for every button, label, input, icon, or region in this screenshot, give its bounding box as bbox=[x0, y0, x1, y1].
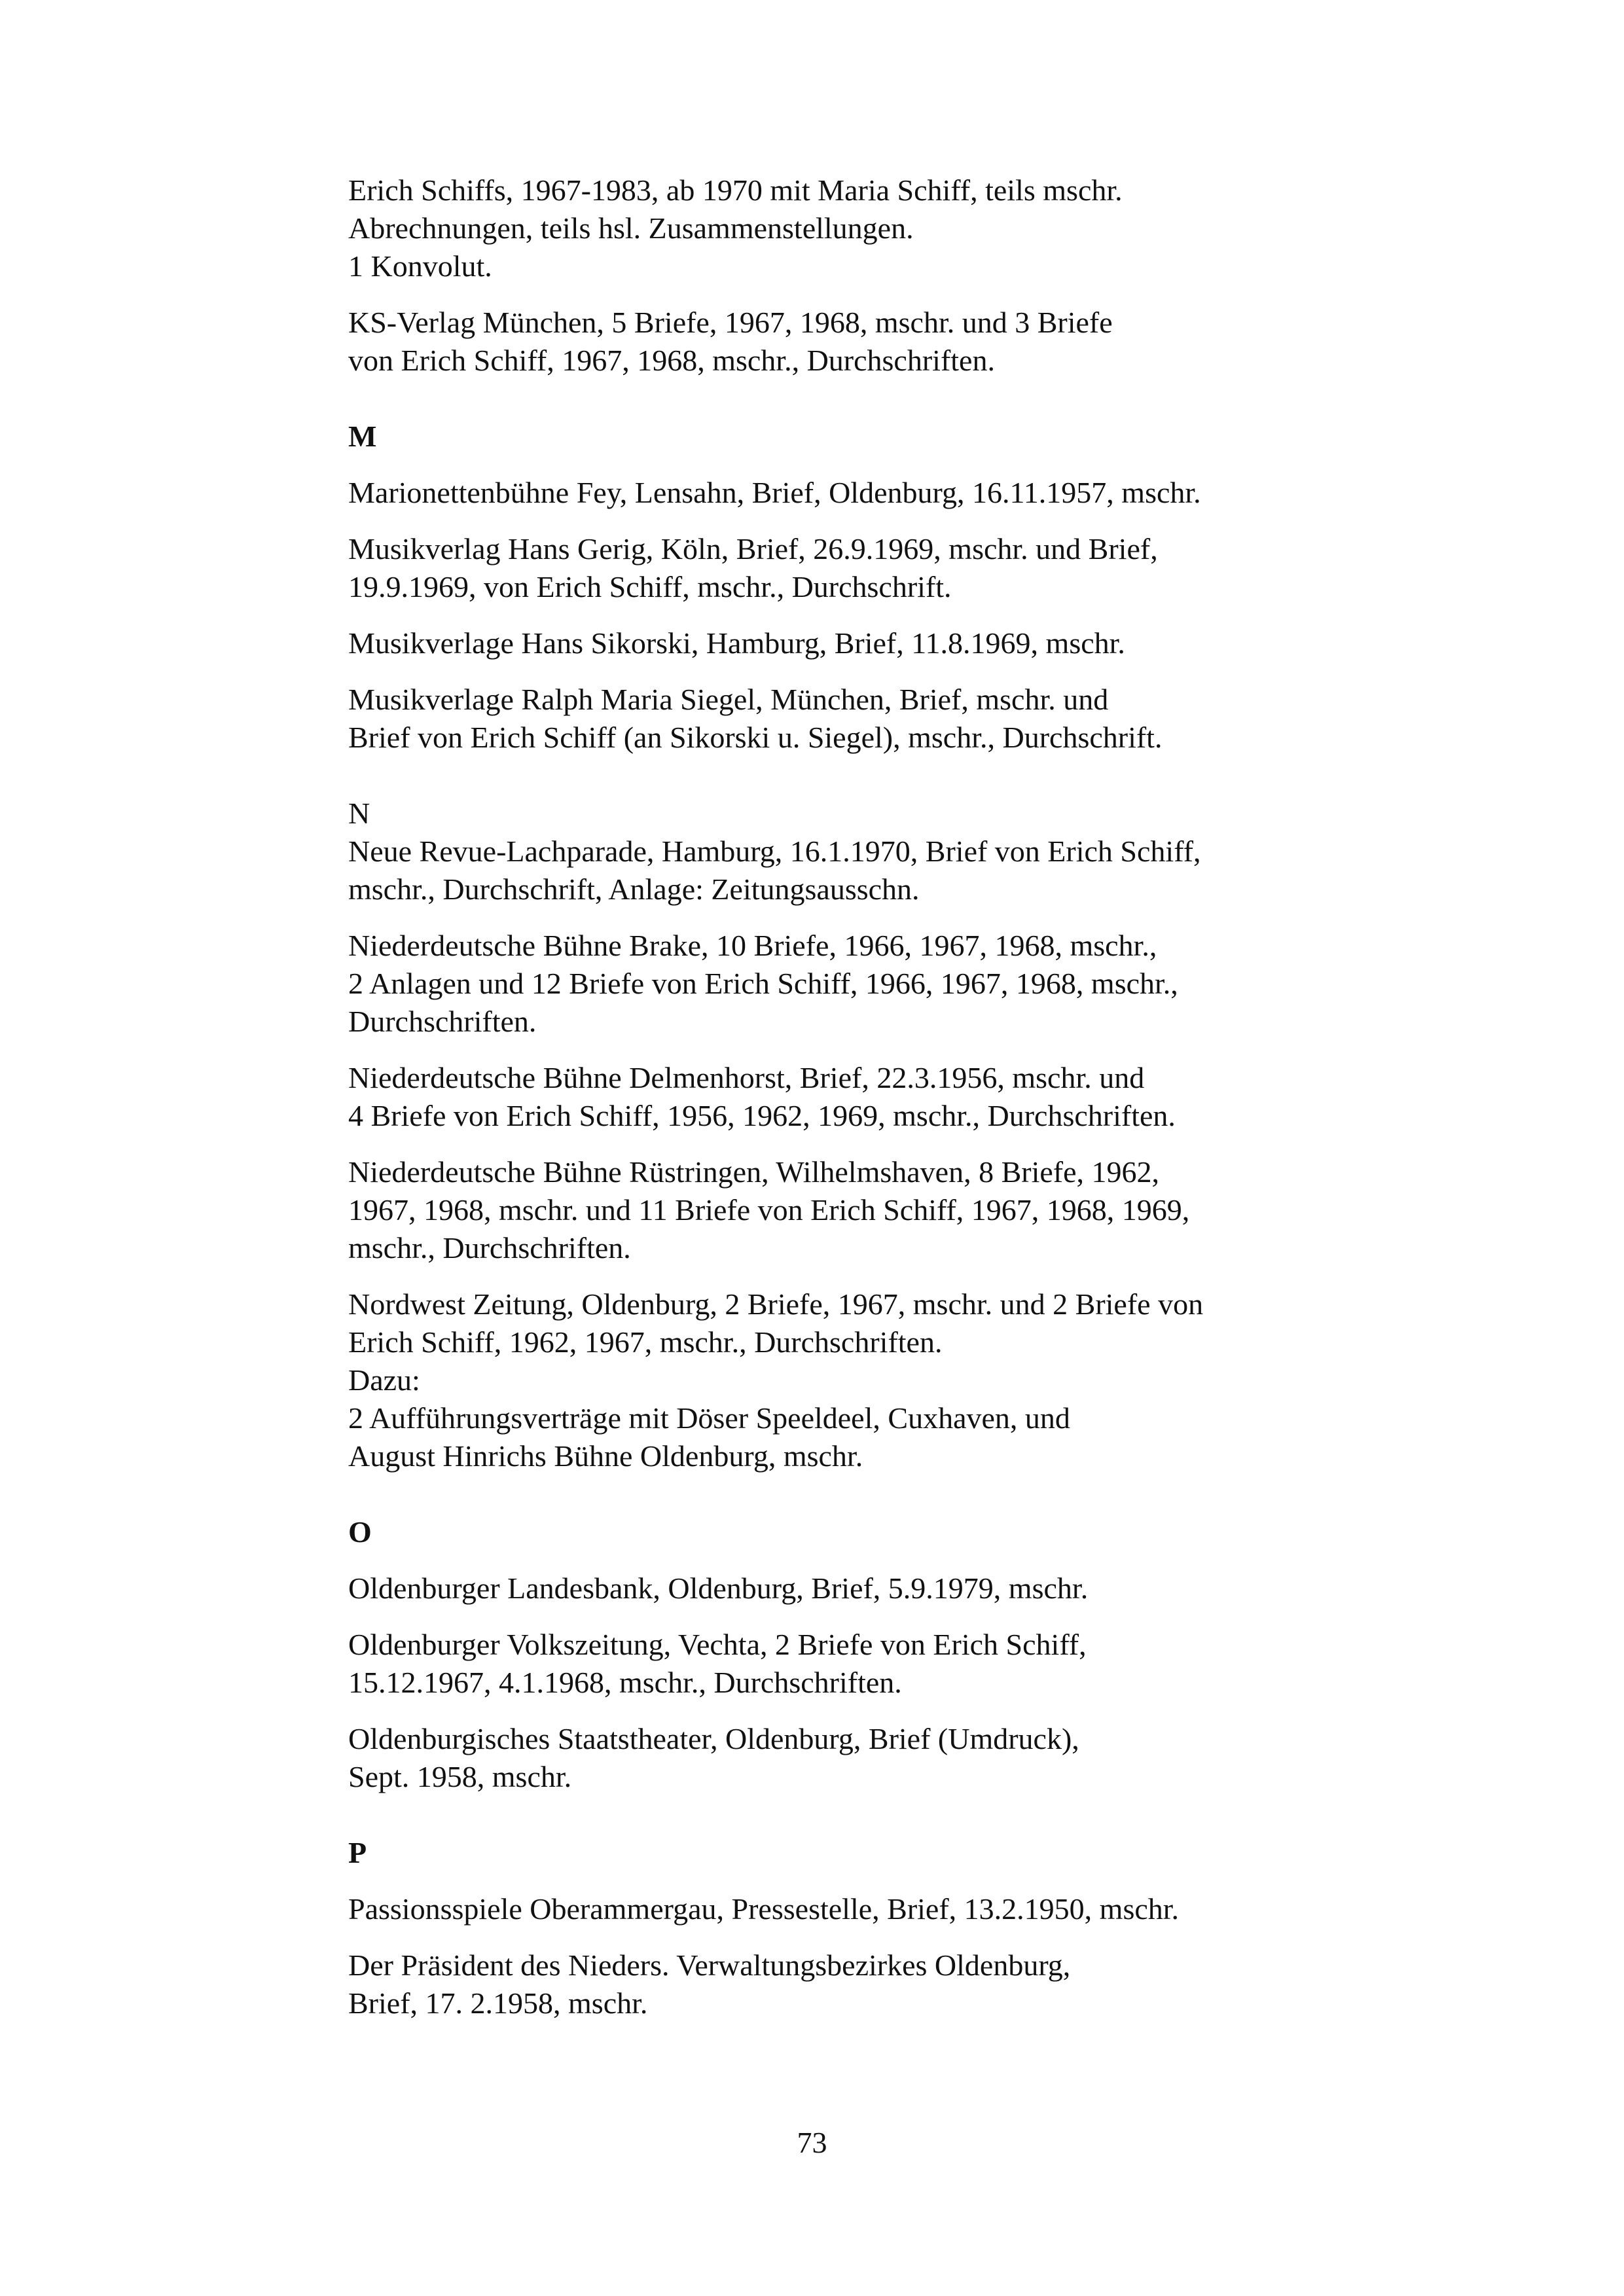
entry-line: Nordwest Zeitung, Oldenburg, 2 Briefe, 1967, mschr. und 2 Briefe von bbox=[348, 1287, 1204, 1321]
entry-line: Oldenburger Landesbank, Oldenburg, Brief, 5.9.1979, mschr. bbox=[348, 1571, 1089, 1605]
entry-neue-revue-lachparade bbox=[348, 833, 1330, 908]
entry-ks-verlag bbox=[348, 304, 1330, 380]
entry-line: Erich Schiff, 1962, 1967, mschr., Durchschriften. bbox=[348, 1325, 943, 1359]
entry-niederdeutsche-buehne-ruestringen bbox=[348, 1153, 1330, 1267]
section-heading-p: P bbox=[348, 1836, 367, 1869]
entry-line: Brief, 17. 2.1958, mschr. bbox=[348, 1986, 648, 2020]
entry-line: Sept. 1958, mschr. bbox=[348, 1760, 572, 1793]
entry-niederdeutsche-buehne-delmenhorst bbox=[348, 1059, 1330, 1135]
entry-oldenburger-volkszeitung bbox=[348, 1626, 1330, 1702]
entry-line: Durchschriften. bbox=[348, 1005, 537, 1038]
entry-passionsspiele-oberammergau bbox=[348, 1890, 1330, 1928]
entry-line: Niederdeutsche Bühne Rüstringen, Wilhelmshaven, 8 Briefe, 1962, bbox=[348, 1155, 1160, 1189]
entry-marionettenbuehne-fey bbox=[348, 474, 1330, 512]
entry-line: 19.9.1969, von Erich Schiff, mschr., Durchschrift. bbox=[348, 570, 952, 603]
spacer bbox=[348, 775, 1330, 795]
entry-line: Musikverlage Ralph Maria Siegel, München, Brief, mschr. und bbox=[348, 683, 1109, 716]
entry-line: KS-Verlag München, 5 Briefe, 1967, 1968, mschr. und 3 Briefe bbox=[348, 306, 1113, 339]
section-heading-m: M bbox=[348, 420, 377, 453]
entry-line: Erich Schiffs, 1967-1983, ab 1970 mit Maria Schiff, teils mschr. bbox=[348, 173, 1123, 207]
entry-musikverlage-siegel bbox=[348, 681, 1330, 757]
section-heading-o: O bbox=[348, 1515, 372, 1549]
entry-line: August Hinrichs Bühne Oldenburg, mschr. bbox=[348, 1439, 863, 1473]
entry-line: mschr., Durchschriften. bbox=[348, 1231, 631, 1265]
entry-line: 15.12.1967, 4.1.1968, mschr., Durchschriften. bbox=[348, 1666, 902, 1699]
entry-praesident-verwaltungsbezirk bbox=[348, 1946, 1330, 2022]
entry-musikverlage-sikorski bbox=[348, 624, 1330, 662]
entry-line: von Erich Schiff, 1967, 1968, mschr., Durchschriften. bbox=[348, 344, 995, 377]
entry-line: 1 Konvolut. bbox=[348, 249, 492, 283]
section-heading-n: N bbox=[348, 797, 370, 830]
spacer bbox=[348, 1494, 1330, 1513]
entry-musikverlag-gerig bbox=[348, 530, 1330, 606]
entry-niederdeutsche-buehne-brake bbox=[348, 927, 1330, 1041]
entry-line: Dazu: bbox=[348, 1363, 420, 1397]
entry-line: 1967, 1968, mschr. und 11 Briefe von Erich Schiff, 1967, 1968, 1969, bbox=[348, 1193, 1190, 1227]
entry-line: Musikverlage Hans Sikorski, Hamburg, Brief, 11.8.1969, mschr. bbox=[348, 626, 1125, 660]
document-body bbox=[348, 171, 1330, 2022]
entry-line: 2 Anlagen und 12 Briefe von Erich Schiff, 1966, 1967, 1968, mschr., bbox=[348, 967, 1178, 1000]
entry-line: 4 Briefe von Erich Schiff, 1956, 1962, 1969, mschr., Durchschriften. bbox=[348, 1099, 1176, 1132]
spacer bbox=[348, 1814, 1330, 1834]
spacer bbox=[348, 398, 1330, 418]
entry-line: Niederdeutsche Bühne Brake, 10 Briefe, 1966, 1967, 1968, mschr., bbox=[348, 929, 1157, 962]
entry-line: Oldenburger Volkszeitung, Vechta, 2 Briefe von Erich Schiff, bbox=[348, 1628, 1087, 1661]
entry-line: Musikverlag Hans Gerig, Köln, Brief, 26.9.1969, mschr. und Brief, bbox=[348, 532, 1158, 565]
entry-nordwest-zeitung bbox=[348, 1285, 1330, 1475]
entry-line: Passionsspiele Oberammergau, Pressestelle, Brief, 13.2.1950, mschr. bbox=[348, 1892, 1180, 1926]
entry-oldenburger-landesbank bbox=[348, 1570, 1330, 1607]
entry-line: 2 Aufführungsverträge mit Döser Speeldeel, Cuxhaven, und bbox=[348, 1401, 1070, 1435]
entry-line: Oldenburgisches Staatstheater, Oldenburg, Brief (Umdruck), bbox=[348, 1722, 1079, 1755]
entry-line: Niederdeutsche Bühne Delmenhorst, Brief, 22.3.1956, mschr. und bbox=[348, 1061, 1145, 1094]
entry-erich-schiffs-abrechnungen bbox=[348, 171, 1330, 285]
entry-line: Der Präsident des Nieders. Verwaltungsbezirkes Oldenburg, bbox=[348, 1948, 1071, 1982]
entry-oldenburgisches-staatstheater bbox=[348, 1720, 1330, 1796]
entry-line: Abrechnungen, teils hsl. Zusammenstellungen. bbox=[348, 211, 914, 245]
entry-line: Brief von Erich Schiff (an Sikorski u. Siegel), mschr., Durchschrift. bbox=[348, 721, 1163, 754]
entry-line: mschr., Durchschrift, Anlage: Zeitungsausschn. bbox=[348, 872, 920, 906]
entry-line: Neue Revue-Lachparade, Hamburg, 16.1.1970, Brief von Erich Schiff, bbox=[348, 834, 1201, 868]
entry-line: Marionettenbühne Fey, Lensahn, Brief, Oldenburg, 16.11.1957, mschr. bbox=[348, 476, 1201, 509]
page-number: 73 bbox=[797, 2126, 827, 2159]
